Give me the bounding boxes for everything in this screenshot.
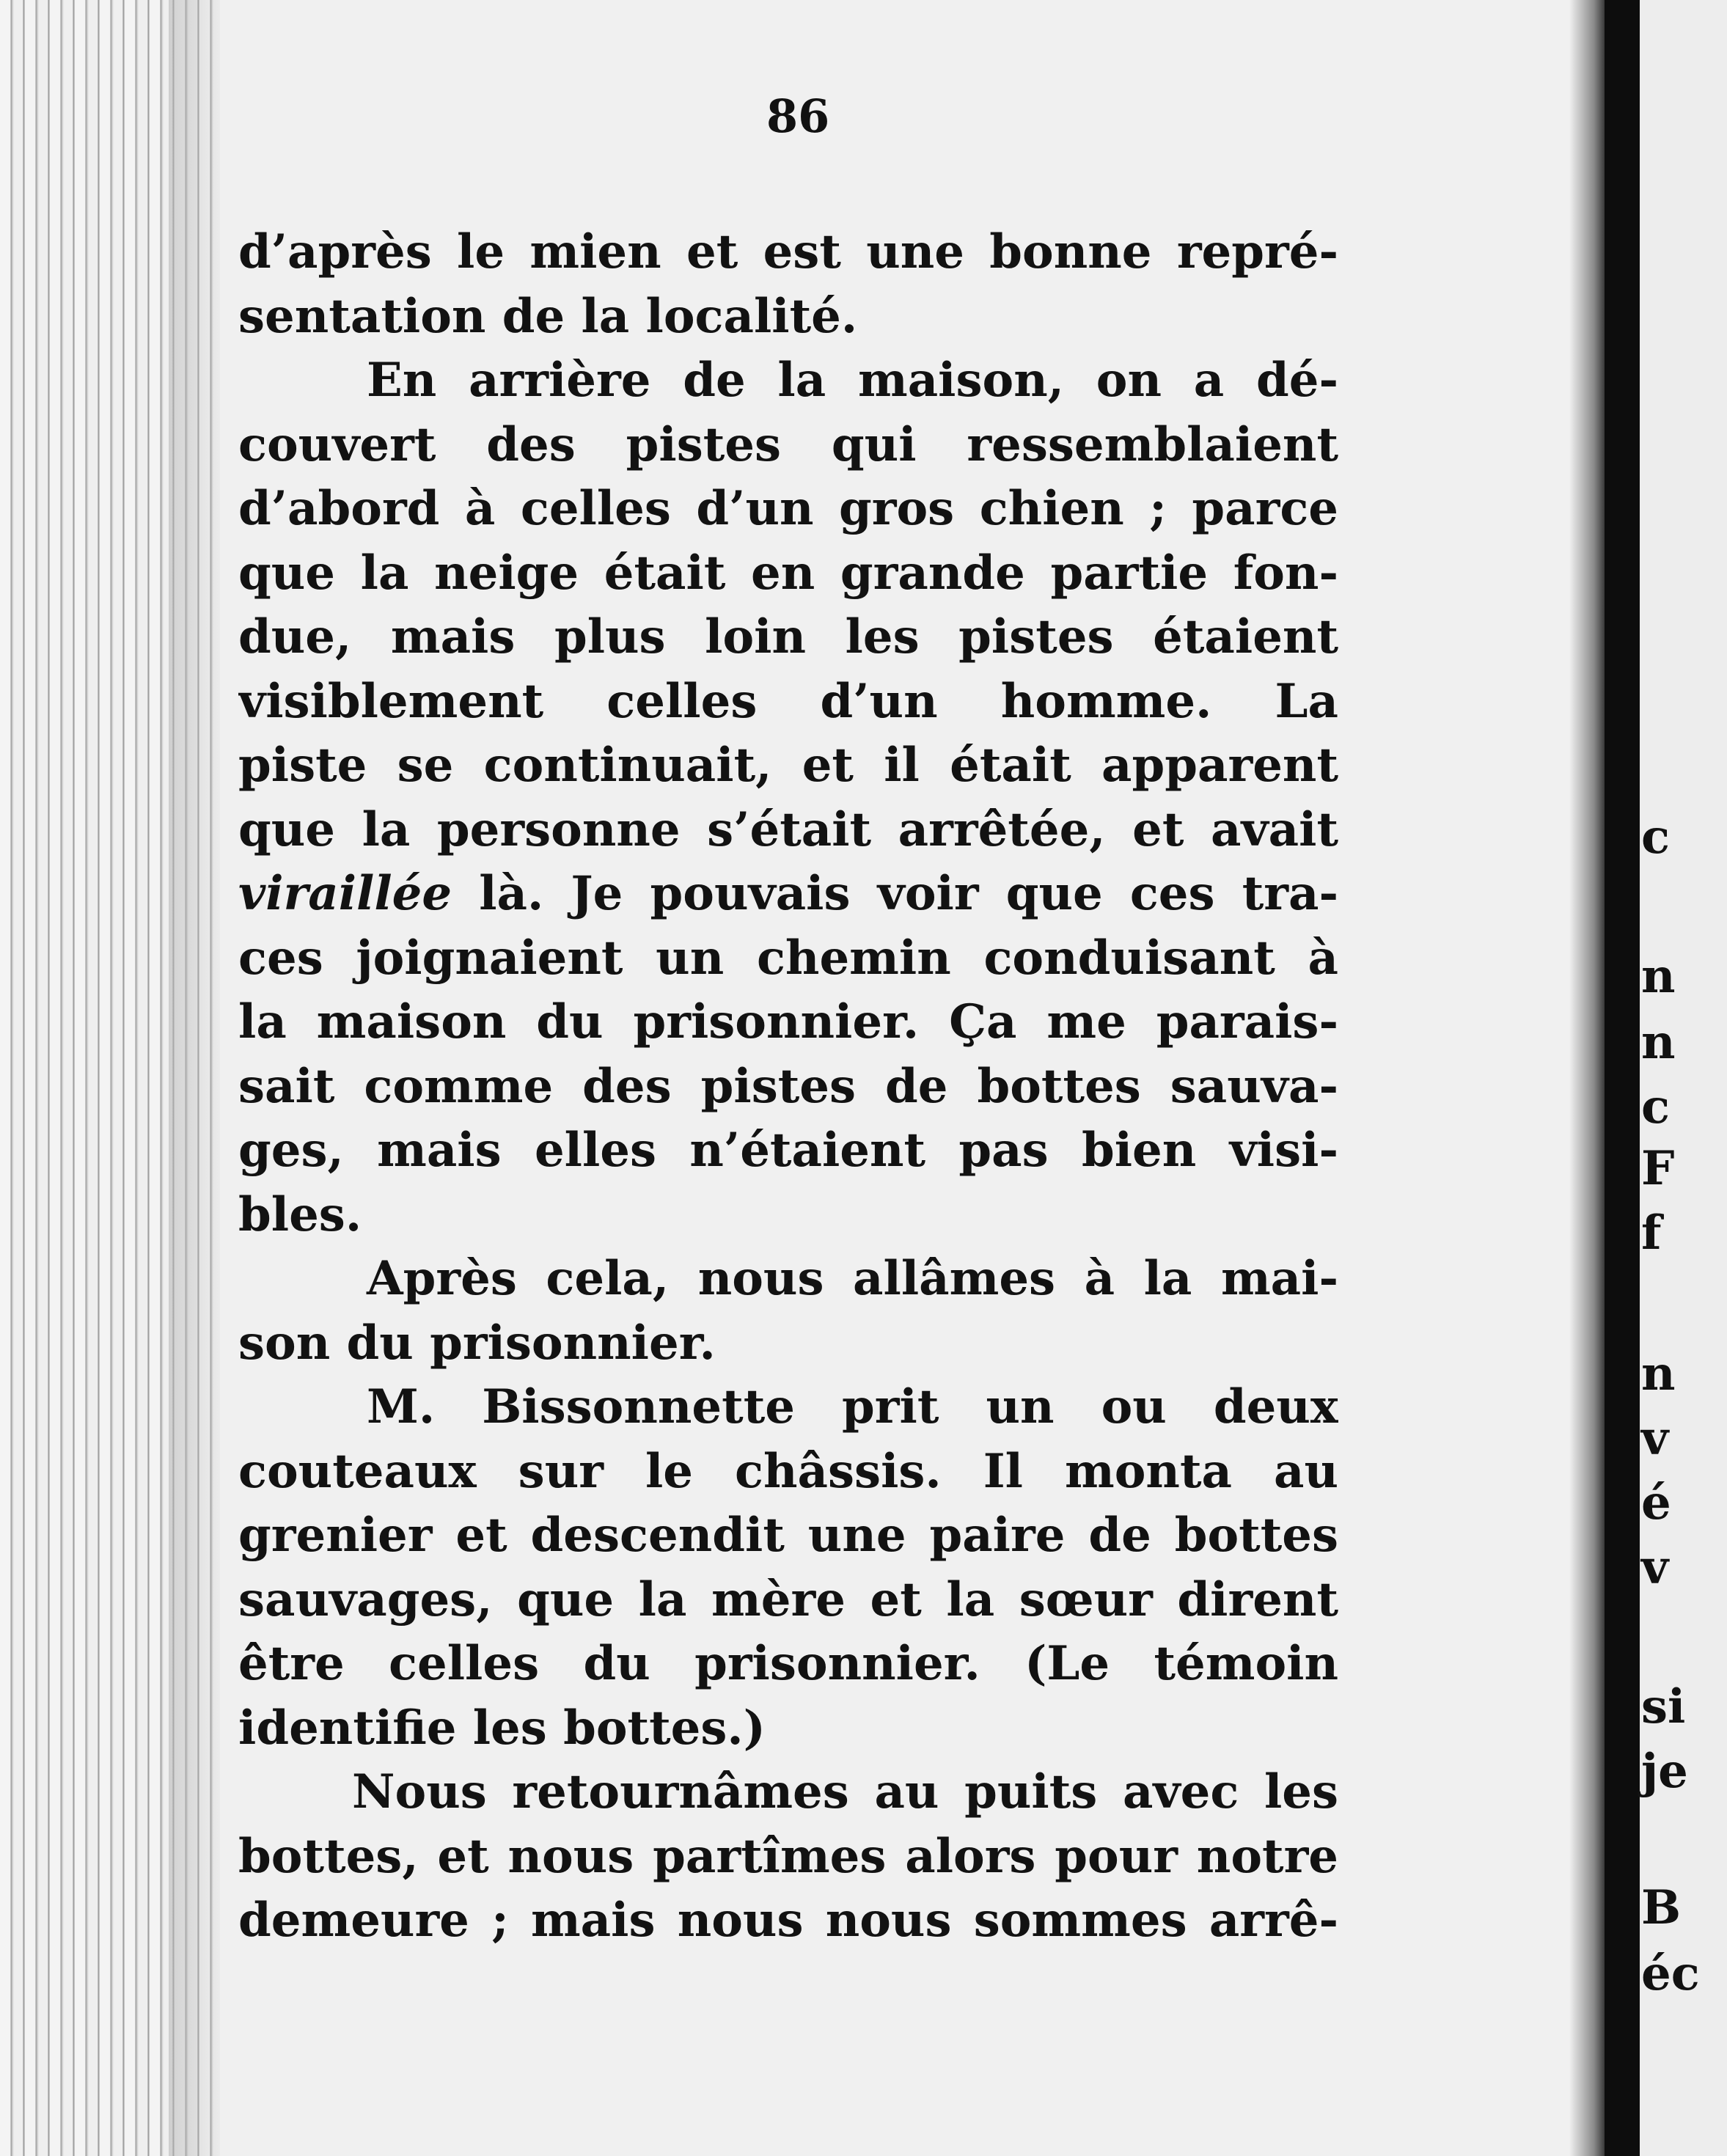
text-line: d’abord à celles d’un gros chien ; parce [238, 481, 1338, 536]
text-line: son du prisonnier. [238, 1315, 716, 1371]
text-line: sauvages, que la mère et la sœur dirent [238, 1572, 1338, 1627]
text-line: couvert des pistes qui ressemblaient [238, 417, 1338, 472]
page-edge-shadow [169, 0, 227, 2156]
next-page-fragment: éc [1641, 1946, 1700, 2001]
binding-gutter [1605, 0, 1640, 2156]
text-line: grenier et descendit une paire de bottes [238, 1508, 1338, 1563]
text-line: Nous retournâmes au puits avec les [352, 1764, 1338, 1819]
text-line-with-italic [238, 862, 1338, 926]
next-page-edge [1640, 0, 1727, 2156]
next-page-fragment: v [1641, 1540, 1669, 1595]
next-page-fragment: je [1641, 1744, 1688, 1799]
text-line: ges, mais elles n’étaient pas bien visi- [238, 1123, 1338, 1178]
text-line-rest: là. Je pouvais voir que ces tra- [452, 866, 1338, 921]
gutter-shadow [1569, 0, 1605, 2156]
text-line: couteaux sur le châssis. Il monta au [238, 1443, 1338, 1499]
text-line: M. Bissonnette prit un ou deux [367, 1379, 1338, 1434]
next-page-fragment: c [1641, 810, 1670, 865]
text-line: identifie les bottes.) [238, 1700, 766, 1756]
text-line: que la neige était en grande partie fon- [238, 545, 1338, 601]
text-line: Après cela, nous allâmes à la mai- [367, 1251, 1338, 1306]
italic-word: viraillée [238, 866, 452, 921]
next-page-fragment: n [1641, 1015, 1676, 1070]
text-line: la maison du prisonnier. Ça me parais- [238, 994, 1338, 1049]
text-line: bottes, et nous partîmes alors pour notre [238, 1828, 1338, 1884]
next-page-fragment: F [1641, 1141, 1675, 1196]
text-line: ces joignaient un chemin conduisant à [238, 930, 1338, 986]
next-page-fragment: si [1641, 1679, 1686, 1734]
text-line: sentation de la localité. [238, 288, 858, 344]
text-line: bles. [238, 1187, 362, 1242]
text-line: que la personne s’était arrêtée, et avait [238, 802, 1338, 857]
next-page-fragment: n [1641, 1346, 1676, 1401]
text-line: En arrière de la maison, on a dé- [367, 353, 1338, 408]
text-line: être celles du prisonnier. (Le témoin [238, 1636, 1338, 1691]
next-page-fragment: f [1641, 1206, 1662, 1261]
text-line: visiblement celles d’un homme. La [238, 673, 1338, 729]
text-line: d’après le mien et est une bonne repré- [238, 224, 1338, 279]
next-page-fragment: c [1641, 1079, 1670, 1134]
text-line: demeure ; mais nous nous sommes arrê- [238, 1893, 1338, 1948]
page-number: 86 [766, 89, 830, 143]
next-page-fragment: n [1641, 949, 1676, 1004]
text-line: sait comme des pistes de bottes sauva- [238, 1058, 1338, 1114]
page-text-block [238, 220, 1338, 1953]
next-page-fragment: B [1641, 1880, 1682, 1935]
text-line: due, mais plus loin les pistes étaient [238, 609, 1338, 664]
next-page-fragment: v [1641, 1411, 1669, 1466]
text-line: piste se continuait, et il était apparent [238, 738, 1338, 793]
next-page-fragment: é [1641, 1475, 1671, 1530]
